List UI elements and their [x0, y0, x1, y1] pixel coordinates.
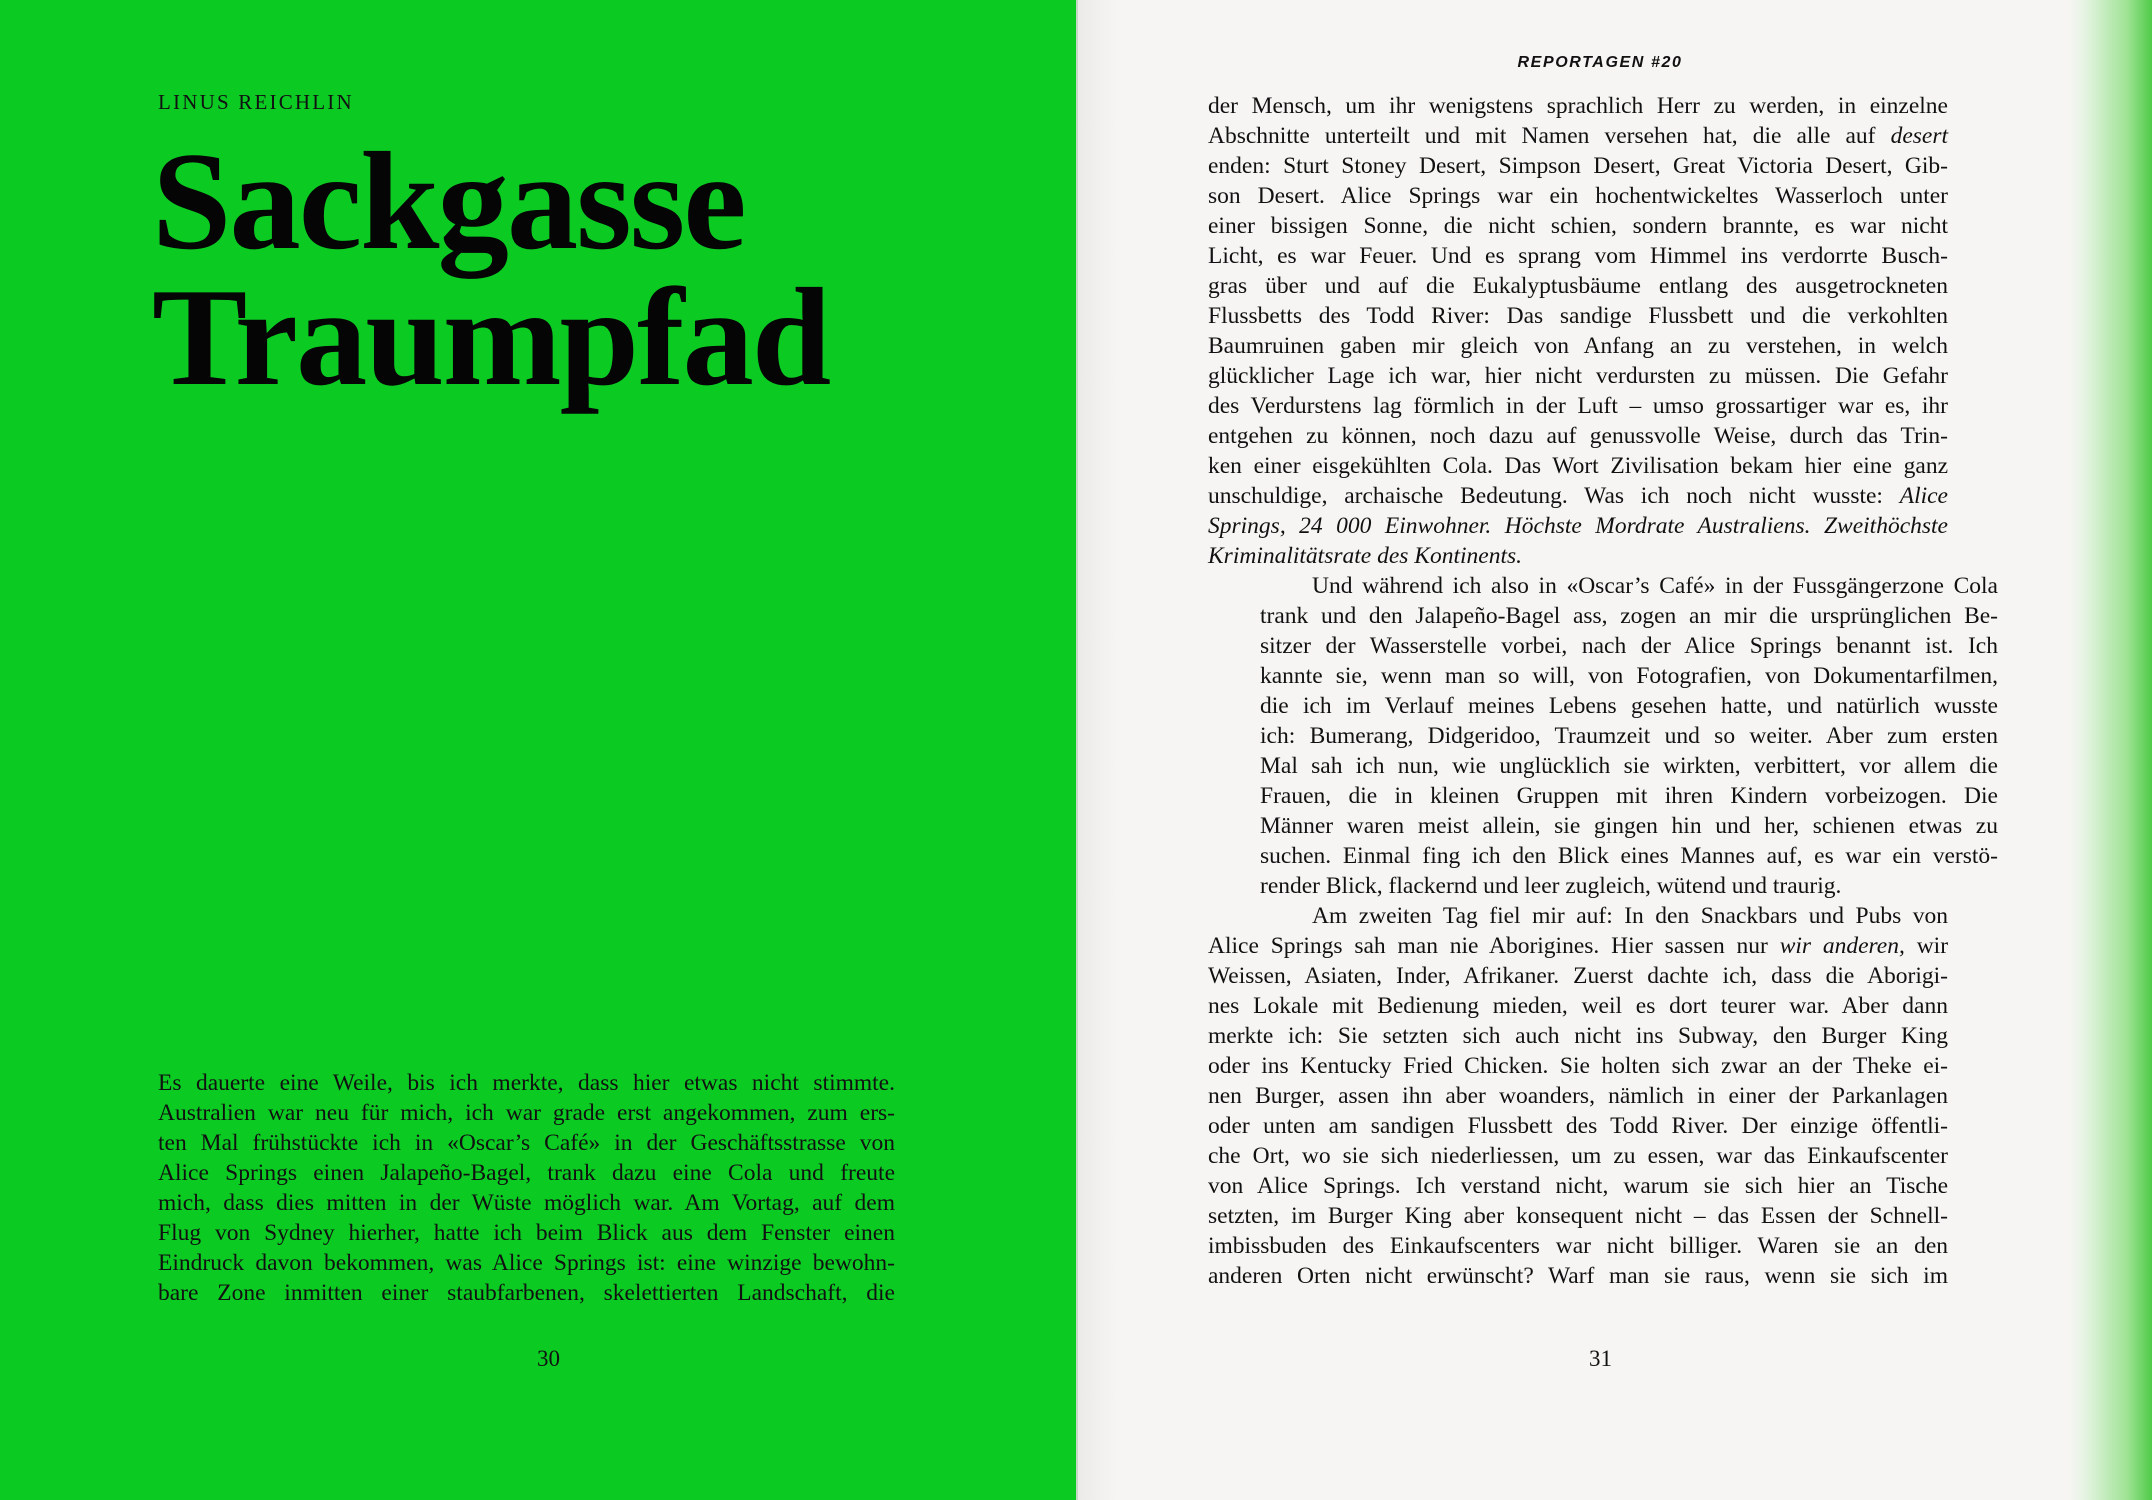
title-line-1: Sackgasse — [152, 124, 745, 279]
text-line: kannte sie, wenn man so will, von Fotografien, von Dokumentarfilmen, — [1260, 663, 1998, 689]
text-line: Und während ich also in «Oscar’s Café» in der Fussgängerzone Cola — [1312, 573, 1998, 599]
text-line: Am zweiten Tag fiel mir auf: In den Snackbars und Pubs von — [1312, 903, 1948, 929]
text-line: che Ort, wo sie sich niederliessen, um zu essen, war das Einkaufscenter — [1208, 1143, 1948, 1169]
text-line: oder unten am sandigen Flussbett des Todd River. Der einzige öffentli- — [1208, 1113, 1948, 1139]
text-line: die ich im Verlauf meines Lebens gesehen hatte, und natürlich wusste — [1260, 693, 1998, 719]
text-line: ich: Bumerang, Didgeridoo, Traumzeit und so weiter. Aber zum ersten — [1260, 723, 1998, 749]
text-line: anderen Orten nicht erwünscht? Warf man sie raus, wenn sie sich im — [1208, 1263, 1948, 1289]
text-line: der Mensch, um ihr wenigstens sprachlich Herr zu werden, in einzelne — [1208, 93, 1948, 119]
text-line: bare Zone inmitten einer staubfarbenen, skelettierten Landschaft, die — [158, 1280, 895, 1306]
text-line: trank und den Jalapeño-Bagel ass, zogen an mir die ursprünglichen Be- — [1260, 603, 1998, 629]
text-line: Männer waren meist allein, sie gingen hin und her, schienen etwas zu — [1260, 813, 1998, 839]
text-line: Baumruinen gaben mir gleich von Anfang an zu verstehen, in welch — [1208, 333, 1948, 359]
text-line: glücklicher Lage ich war, hier nicht verdursten zu müssen. Die Gefahr — [1208, 363, 1948, 389]
italic-span: Alice — [1899, 483, 1948, 509]
text-span: Abschnitte unterteilt und mit Namen versehen hat, die alle auf — [1208, 123, 1891, 149]
text-line: gras über und auf die Eukalyptusbäume entlang des ausgetrockneten — [1208, 273, 1948, 299]
text-line: son Desert. Alice Springs war ein hochentwickeltes Wasserloch unter — [1208, 183, 1948, 209]
italic-span: wir anderen, — [1779, 933, 1905, 959]
text-line: Australien war neu für mich, ich war grade erst angekommen, zum ers- — [158, 1100, 895, 1126]
text-line — [1208, 481, 1948, 511]
text-line: Flug von Sydney hierher, hatte ich beim Blick aus dem Fenster einen — [158, 1220, 895, 1246]
text-line: entgehen zu können, noch dazu auf genussvolle Weise, durch das Trin- — [1208, 423, 1948, 449]
book-gutter — [1076, 0, 1078, 1500]
title-line-2: Traumpfad — [152, 260, 830, 415]
running-head: REPORTAGEN #20 — [1517, 54, 1683, 71]
text-line — [1208, 121, 1948, 151]
text-line: sitzer der Wasserstelle vorbei, nach der Alice Springs benannt ist. Ich — [1260, 633, 1998, 659]
text-line: suchen. Einmal fing ich den Blick eines Mannes auf, es war ein verstö- — [1260, 843, 1998, 869]
text-span: unschuldige, archaische Bedeutung. Was ich noch nicht wusste: — [1208, 483, 1900, 509]
text-line: Eindruck davon bekommen, was Alice Springs ist: eine winzige bewohn- — [158, 1250, 895, 1276]
text-span: Alice Springs sah man nie Aborigines. Hier sassen nur — [1208, 933, 1780, 959]
text-line: Mal sah ich nun, wie unglücklich sie wirkten, verbittert, vor allem die — [1260, 753, 1998, 779]
text-line: nen Burger, assen ihn aber woanders, nämlich in einer der Parkanlagen — [1208, 1083, 1948, 1109]
text-line: enden: Sturt Stoney Desert, Simpson Desert, Great Victoria Desert, Gib- — [1208, 153, 1948, 179]
page-number-left: 30 — [537, 1346, 560, 1371]
text-line: Es dauerte eine Weile, bis ich merkte, dass hier etwas nicht stimmte. — [158, 1070, 895, 1096]
text-line: von Alice Springs. Ich verstand nicht, warum sie sich hier an Tische — [1208, 1173, 1948, 1199]
author-name: LINUS REICHLIN — [158, 90, 354, 114]
text-line: oder ins Kentucky Fried Chicken. Sie holten sich zwar an der Theke ei- — [1208, 1053, 1948, 1079]
text-line: setzten, im Burger King aber konsequent nicht – das Essen der Schnell- — [1208, 1203, 1948, 1229]
text-line: Flussbetts des Todd River: Das sandige Flussbett und die verkohlten — [1208, 303, 1948, 329]
text-line: imbissbuden des Einkaufscenters war nicht billiger. Waren sie an den — [1208, 1233, 1948, 1259]
text-line: Licht, es war Feuer. Und es sprang vom Himmel ins verdorrte Busch- — [1208, 243, 1948, 269]
text-line: ken einer eisgekühlten Cola. Das Wort Zivilisation bekam hier eine ganz — [1208, 453, 1948, 479]
italic-span: desert — [1890, 123, 1948, 149]
text-line: Alice Springs einen Jalapeño-Bagel, trank dazu eine Cola und freute — [158, 1160, 895, 1186]
text-line: des Verdurstens lag förmlich in der Luft – umso grossartiger war es, ihr — [1208, 393, 1948, 419]
text-span: wir — [1904, 933, 1949, 959]
text-line: ten Mal frühstückte ich in «Oscar’s Café» in der Geschäftsstrasse von — [158, 1130, 895, 1156]
text-line: mich, dass dies mitten in der Wüste möglich war. Am Vortag, auf dem — [158, 1190, 895, 1216]
text-line: Frauen, die in kleinen Gruppen mit ihren Kindern vorbeizogen. Die — [1260, 783, 1998, 809]
page-number-right: 31 — [1589, 1346, 1612, 1371]
text-line — [1208, 931, 1948, 961]
text-line: Kriminalitätsrate des Kontinents. — [1208, 543, 1523, 569]
text-line: Weissen, Asiaten, Inder, Afrikaner. Zuerst dachte ich, dass die Aborigi- — [1208, 963, 1948, 989]
text-line: render Blick, flackernd und leer zugleich, wütend und traurig. — [1260, 873, 1842, 899]
text-line: Springs, 24 000 Einwohner. Höchste Mordrate Australiens. Zweithöchste — [1208, 513, 1948, 539]
text-line: merkte ich: Sie setzten sich auch nicht ins Subway, den Burger King — [1208, 1023, 1948, 1049]
text-line: nes Lokale mit Bedienung mieden, weil es dort teurer war. Aber dann — [1208, 993, 1948, 1019]
text-line: einer bissigen Sonne, die nicht schien, sondern brannte, es war nicht — [1208, 213, 1948, 239]
